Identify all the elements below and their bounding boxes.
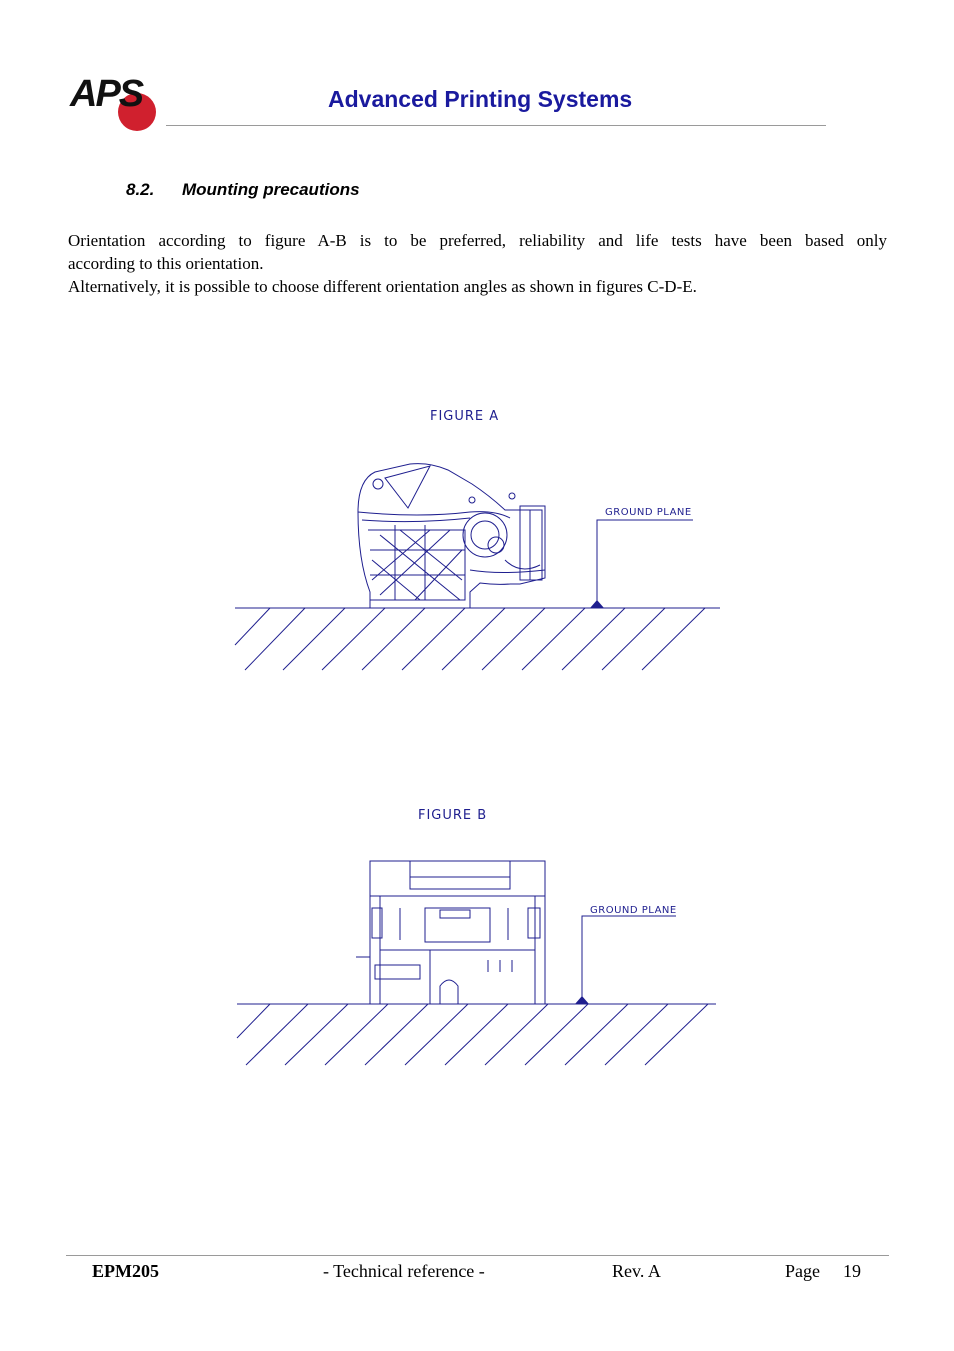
ground-plane-leader bbox=[582, 916, 676, 1004]
footer-document-title: - Technical reference - bbox=[323, 1261, 485, 1281]
figure-b-label: FIGURE B bbox=[418, 808, 488, 823]
figure-a-ground-label: GROUND PLANE bbox=[605, 507, 692, 518]
paragraph-1-line-2: according to this orientation. bbox=[68, 254, 264, 273]
footer-divider bbox=[66, 1255, 889, 1256]
printer-side-view bbox=[358, 464, 545, 608]
figure-b bbox=[0, 800, 954, 1080]
logo-text: APS bbox=[70, 73, 143, 115]
header-divider bbox=[166, 125, 826, 126]
section-number: 8.2. bbox=[126, 180, 155, 199]
aps-logo bbox=[68, 70, 168, 136]
footer-revision: Rev. A bbox=[612, 1261, 661, 1281]
footer-page-label: Page bbox=[785, 1261, 820, 1281]
figure-a bbox=[0, 400, 954, 680]
section-heading bbox=[126, 180, 360, 200]
printer-front-view bbox=[356, 861, 545, 1004]
section-title: Mounting precautions bbox=[182, 180, 360, 199]
ground-plane-leader bbox=[597, 520, 693, 608]
ground-plane-marker bbox=[575, 996, 589, 1004]
footer-product: EPM205 bbox=[92, 1261, 159, 1281]
paragraph-1-line-1: Orientation according to figure A-B is to be preferred, reliability and life tests have been based only bbox=[68, 231, 887, 250]
ground-plane-marker bbox=[590, 600, 604, 608]
footer-page-number: 19 bbox=[843, 1261, 861, 1281]
ground-hatching bbox=[235, 608, 705, 670]
paragraph-2: Alternatively, it is possible to choose different orientation angles as shown in figures C-D-E. bbox=[68, 277, 697, 296]
ground-hatching bbox=[237, 1004, 708, 1065]
page-header-title: Advanced Printing Systems bbox=[328, 86, 633, 112]
body-text bbox=[68, 229, 887, 298]
figure-b-ground-label: GROUND PLANE bbox=[590, 905, 677, 916]
figure-a-label: FIGURE A bbox=[430, 409, 500, 424]
